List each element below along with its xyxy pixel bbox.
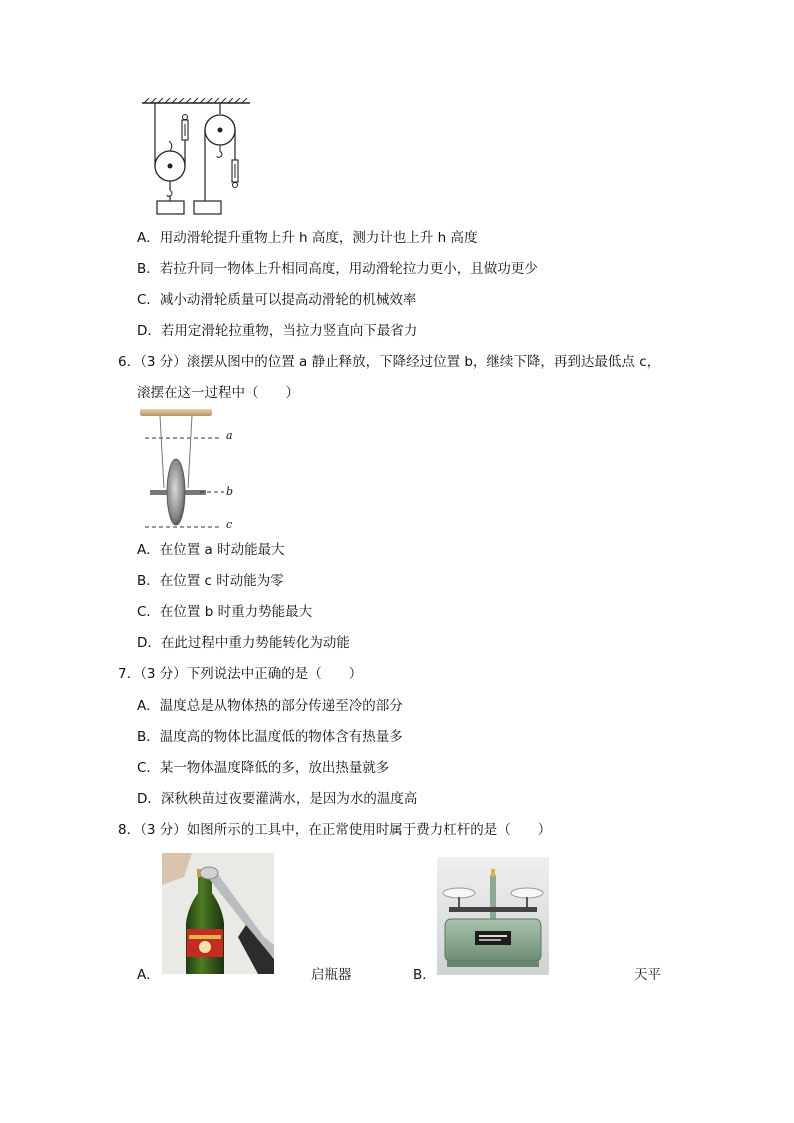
q8-option-a-letter: A． — [137, 967, 160, 983]
pulley-diagram — [140, 98, 252, 216]
q6-option-c: C．在位置 b 时重力势能最大 — [137, 604, 313, 620]
q5-option-b: B．若拉升同一物体上升相同高度，用动滑轮拉力更小，且做功更少 — [137, 261, 538, 277]
rolling-pendulum-diagram — [140, 408, 240, 534]
q6-stem-line1: 6．（3 分）滚摆从图中的位置 a 静止释放，下降经过位置 b，继续下降，再到达最低点 c， — [118, 354, 661, 370]
q8-option-a-caption: 启瓶器 — [311, 967, 352, 983]
q6-option-a: A．在位置 a 时动能最大 — [137, 542, 285, 558]
q5-option-c: C．减小动滑轮质量可以提高动滑轮的机械效率 — [137, 292, 417, 308]
balance-scale-photo — [437, 857, 549, 975]
bottle-opener-photo — [162, 853, 274, 974]
q6-option-b: B．在位置 c 时动能为零 — [137, 573, 284, 589]
q7-option-c: C．某一物体温度降低的多，放出热量就多 — [137, 760, 390, 776]
position-a-label: a — [226, 429, 233, 442]
q7-option-d: D．深秋秧苗过夜要灌满水，是因为水的温度高 — [137, 791, 418, 807]
q7-stem: 7．（3 分）下列说法中正确的是（ ） — [118, 666, 363, 682]
q7-option-b: B．温度高的物体比温度低的物体含有热量多 — [137, 729, 403, 745]
position-b-label: b — [226, 485, 234, 498]
q5-option-d: D．若用定滑轮拉重物，当拉力竖直向下最省力 — [137, 323, 418, 339]
position-c-label: c — [226, 518, 233, 531]
q8-option-b-letter: B． — [413, 967, 436, 983]
q5-option-a: A．用动滑轮提升重物上升 h 高度，测力计也上升 h 高度 — [137, 230, 478, 246]
q6-stem-line2: 滚摆在这一过程中（ ） — [137, 385, 299, 401]
q6-option-d: D．在此过程中重力势能转化为动能 — [137, 635, 350, 651]
q7-option-a: A．温度总是从物体热的部分传递至冷的部分 — [137, 698, 403, 714]
q8-option-b-caption: 天平 — [634, 967, 661, 983]
q8-stem: 8．（3 分）如图所示的工具中，在正常使用时属于费力杠杆的是（ ） — [118, 822, 552, 838]
